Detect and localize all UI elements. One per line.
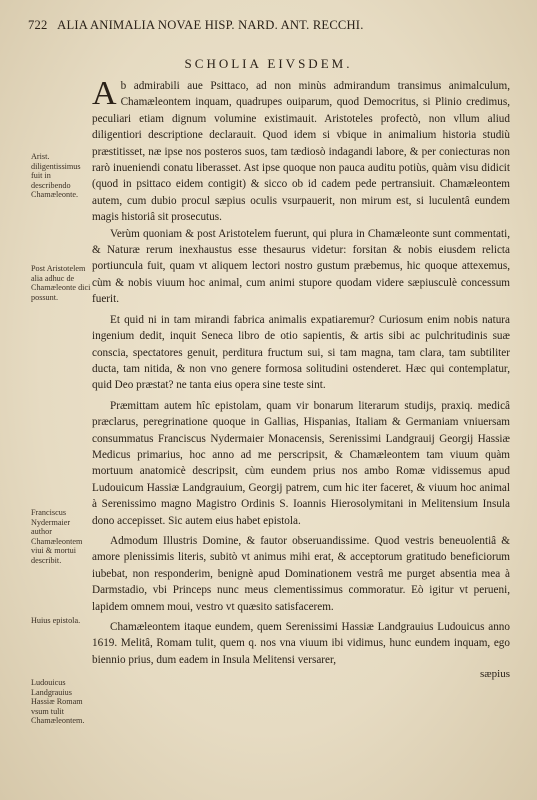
margin-note-5: Ludouicus Landgrauius Hassiæ Romam vsum tulit Chamæleontem.	[31, 678, 85, 726]
running-header	[28, 18, 517, 33]
paragraph-1	[92, 75, 510, 226]
main-text	[92, 75, 510, 683]
paragraph-2: Verùm quoniam & post Aristotelem fuerunt, qui plura in Chamæleonte sunt commentati, & Naturæ rerum inexhaustus esse thesaurus videtur: forsitan & nobis eiusdem relicta portiuncula fuit, quam vt aliquem lectori nostro gustum præbemus, hic quoque attexemus, cùm & nobis viuum hoc animal, cum animi stupore quodam videre sæpiusculè concessum fuerit.	[92, 227, 510, 306]
paragraph-4: Præmittam autem hîc epistolam, quam vir bonarum literarum studijs, praxiq. medicâ præclarus, peregrinatione quoque in Gallias, Hispanias, Italiam & Germaniam vniuersam consummatus Franciscus Nydermaier Monacensis, Serenissimi Landgrauij Georgij Hassiæ Medicus primarius, hoc anno ad me perscripsit, & Chamæleontem tam viuum quàm mortuum anatomicè descripsit, cùm eundem prius nos ambo Romæ vidissemus apud Ludouicum Hassiæ Landgrauium, Georgij patrem, cum hic iter faceret, & viuum hoc animal à Serenissimo magno Magistro Ordinis S. Ioannis Hierosolymitani in Melitensium Insula dono accepisset. Sic autem eius habet epistola.	[92, 399, 510, 527]
paragraph-3: Et quid ni in tam mirandi fabrica animalis expatiaremur? Curiosum enim nobis natura ingenium dedit, inquit Seneca libro de otio sapientis, & artis sibi ac pulchritudinis suæ conscia, spectatores genuit, perditura fructum sui, si tam magna, tam clara, tam subtiliter ducta, tam nitida, & non vno genere formosa solitudini ostenderet. Hæc qui contemplatur, quid Deo præstat? ne tanta eius opera sine teste sint.	[92, 313, 510, 392]
paragraph-5: Admodum Illustris Domine, & fautor obseruandissime. Quod vestris beneuolentiâ & amore plenissimis literis, subitò vt animus mihi erat, & acceptorum gratitudo beneficiorum iubebat, non responderim, benignè apud Dominationem vestrâ me purget absentia mea à Darmstadio, vbi Princeps nunc meus clementissimus commoratur. Eò igitur vt perueni, lapidem omnem moui, vestro vt quæsito satisfacerem.	[92, 534, 510, 613]
catchword: sæpius	[480, 668, 510, 681]
margin-note-2: Post Aristotelem alia adhuc de Chamæleonte dici possunt.	[31, 264, 91, 302]
margin-note-4: Huius epistola.	[31, 616, 81, 625]
paragraph-1-text: b admirabili aue Psittaco, ad non minùs admirandum transimus animalculum, Chamæleontem inquam, quadrupes ouiparum, quod Democritus, si Plinio credimus, peculiari etiam dignum volumine existimauit. Aristoteles profectò, non vllum aliud diligentiori descriptione declarauit. Quod idem si vbique in animalium historia studiù præstitisset, næ ipse nos posteros suos, tam tædiosò indagandi labore, & per coniecturas non rarò inueniendi conatu liberasset. Ast ipse quoque non pauca auditu potiùs, quàm visu didicit (quod in psittaco eidem contigit) & sicco ob id cadem pede pertransiuit. Chamæleontem autem, cum dubio procul sæpius oculis vsurpauerit, non mirum est, si luculentâ eundem magis historiâ sit prosecutus.	[92, 80, 510, 224]
section-title: SCHOLIA EIVSDEM.	[184, 56, 353, 71]
margin-note-3: Franciscus Nydermaier author Chamæleontem viui & mortui describit.	[31, 508, 83, 565]
margin-note-1: Arist. diligentissimus fuit in describendo Chamæleonte.	[31, 152, 81, 200]
drop-cap: A	[92, 75, 117, 112]
paragraph-6: Chamæleontem itaque eundem, quem Serenissimi Hassiæ Landgrauius Ludouicus anno 1619. Melitâ, Romam tulit, quem q. nos vna viuum ibi vidimus, hunc eundem inquam, ego biennio prius, dum eadem in Insula Melitensi versarer,	[92, 621, 510, 666]
running-title: ALIA ANIMALIA NOVAE HISP. NARD. ANT. RECCHI.	[57, 18, 364, 32]
page-number: 722	[28, 18, 48, 32]
